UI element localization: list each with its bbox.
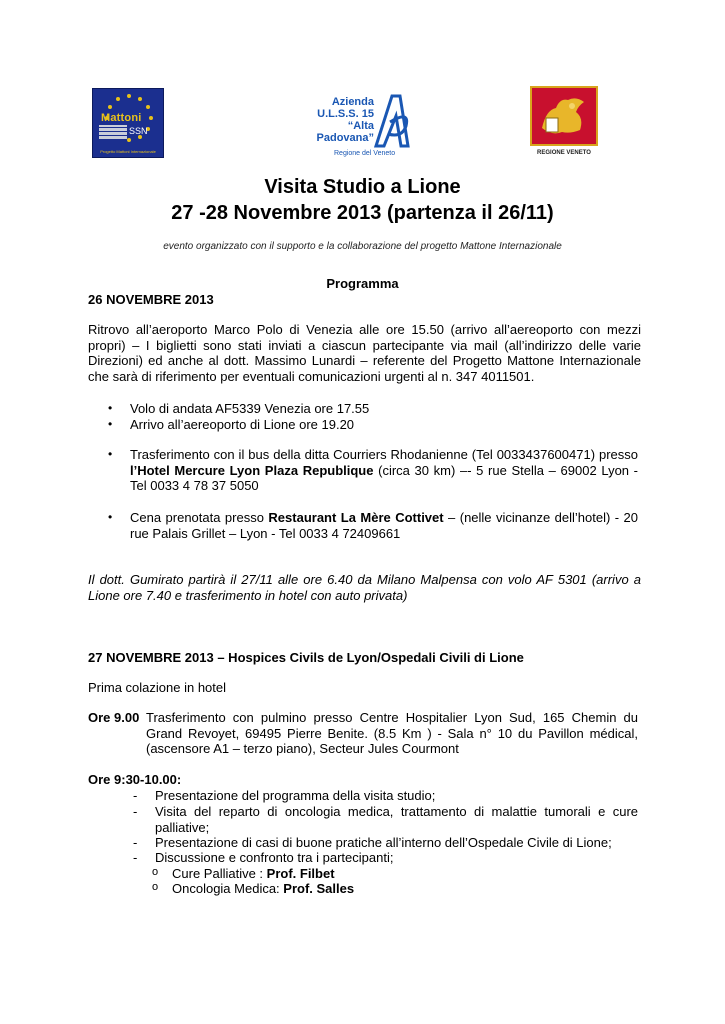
list-item-flight: Volo di andata AF5339 Venezia ore 17.55 [130, 401, 370, 416]
sub-item-cure-palliative: Cure Palliative : Prof. Filbet [172, 866, 335, 881]
bullet-icon: • [108, 447, 113, 461]
dash-icon: - [133, 788, 138, 803]
agenda-item-2: Visita del reparto di oncologia medica, trattamento di malattie tumorali e cure palliative; [155, 804, 638, 835]
list-item-transfer: Trasferimento con il bus della ditta Courriers Rhodanienne (Tel 0033437600471) presso l’Hotel Mercure Lyon Plaza Republique (circa 30 km) –- 5 rue Stella – 69002 Lyon - Tel 0033 4 78 37 5050 [130, 447, 639, 494]
list-item-arrival: Arrivo all’aereoporto di Lione ore 19.20 [130, 417, 355, 432]
agenda-item-1: Presentazione del programma della visita studio; [155, 788, 436, 803]
mattoni-logo [92, 88, 164, 158]
restaurant-name: Restaurant La Mère Cottivet [268, 510, 444, 525]
page-subtitle: evento organizzato con il supporto e la collaborazione del progetto Mattone Internazionale [163, 241, 562, 252]
circle-bullet-icon: o [152, 866, 159, 878]
ulss-logo-text: Azienda U.L.S.S. 15 “Alta Padovana” [316, 96, 374, 144]
time-label-0900: Ore 9.00 [88, 710, 140, 725]
dash-icon: - [133, 804, 138, 819]
professor-filbet: Prof. Filbet [266, 866, 335, 881]
brick-wall-icon [99, 125, 127, 139]
professor-salles: Prof. Salles [283, 881, 355, 896]
mattoni-logo-text: Mattoni [101, 112, 142, 124]
agenda-item-4: Discussione e confronto tra i partecipanti; [155, 850, 394, 865]
transfer-hospital: Trasferimento con pulmino presso Centre Hospitalier Lyon Sud, 165 Chemin du Grand Revoyet, 69495 Pierre Benite. (8.5 Km ) - Sala n° 10 du Pavillon médical, (ascensore A1 – terzo piano), Secteur Jules Courmont [146, 710, 638, 757]
veneto-caption: REGIONE VENETO [537, 150, 591, 156]
ulss-region-text: Regione del Veneto [334, 150, 396, 157]
ulss-mark-icon [370, 92, 414, 150]
day1-intro: Ritrovo all’aeroporto Marco Polo di Venezia alle ore 15.50 (arrivo all’aereoporto con mezzi propri) – I biglietti sono stati inviati a ciascun partecipante via mail (all’indirizzo delle varie Direzioni) ed anche al dott. Massimo Lunardi – referente del Progetto Mattone Internazionale che sarà di riferimento per eventuali comunicazioni urgenti al n. 347 4011501. [88, 322, 641, 384]
circle-bullet-icon: o [152, 881, 159, 893]
list-item-dinner: Cena prenotata presso Restaurant La Mère Cottivet – (nelle vicinanze dell’hotel) - 20 rue Palais Grillet – Lyon - Tel 0033 4 72409661 [130, 510, 638, 541]
dash-icon: - [133, 850, 138, 865]
agenda-item-3: Presentazione di casi di buone pratiche all’interno dell’Ospedale Civile di Lione; [155, 835, 612, 850]
hotel-name: l’Hotel Mercure Lyon Plaza Republique [130, 462, 374, 478]
time-label-0930: Ore 9:30-10.00: [88, 772, 182, 787]
programma-heading: Programma [326, 276, 399, 291]
mattoni-logo-caption: Progetto Mattoni Internazionale [100, 149, 156, 154]
page-title: Visita Studio a Lione [264, 176, 461, 198]
day2-heading: 27 NOVEMBRE 2013 – Hospices Civils de Lyon/Ospedali Civili di Lione [88, 650, 524, 665]
ulss-logo [304, 90, 416, 162]
sub-item-oncologia: Oncologia Medica: Prof. Salles [172, 881, 355, 896]
page-title-dates: 27 -28 Novembre 2013 (partenza il 26/11) [171, 202, 554, 224]
bullet-icon: • [108, 401, 113, 415]
dash-icon: - [133, 835, 138, 850]
ssn-logo-text: SSN [129, 126, 148, 136]
breakfast-line: Prima colazione in hotel [88, 680, 227, 695]
bullet-icon: • [108, 417, 113, 431]
bullet-icon: • [108, 510, 113, 524]
regione-veneto-logo [528, 86, 600, 162]
veneto-shield [530, 86, 598, 146]
day1-heading: 26 NOVEMBRE 2013 [88, 292, 214, 307]
lion-of-st-mark-icon [532, 88, 596, 144]
travel-note: Il dott. Gumirato partirà il 27/11 alle ore 6.40 da Milano Malpensa con volo AF 5301 (arrivo a Lione ore 7.40 e trasferimento in hotel con auto privata) [88, 572, 641, 603]
